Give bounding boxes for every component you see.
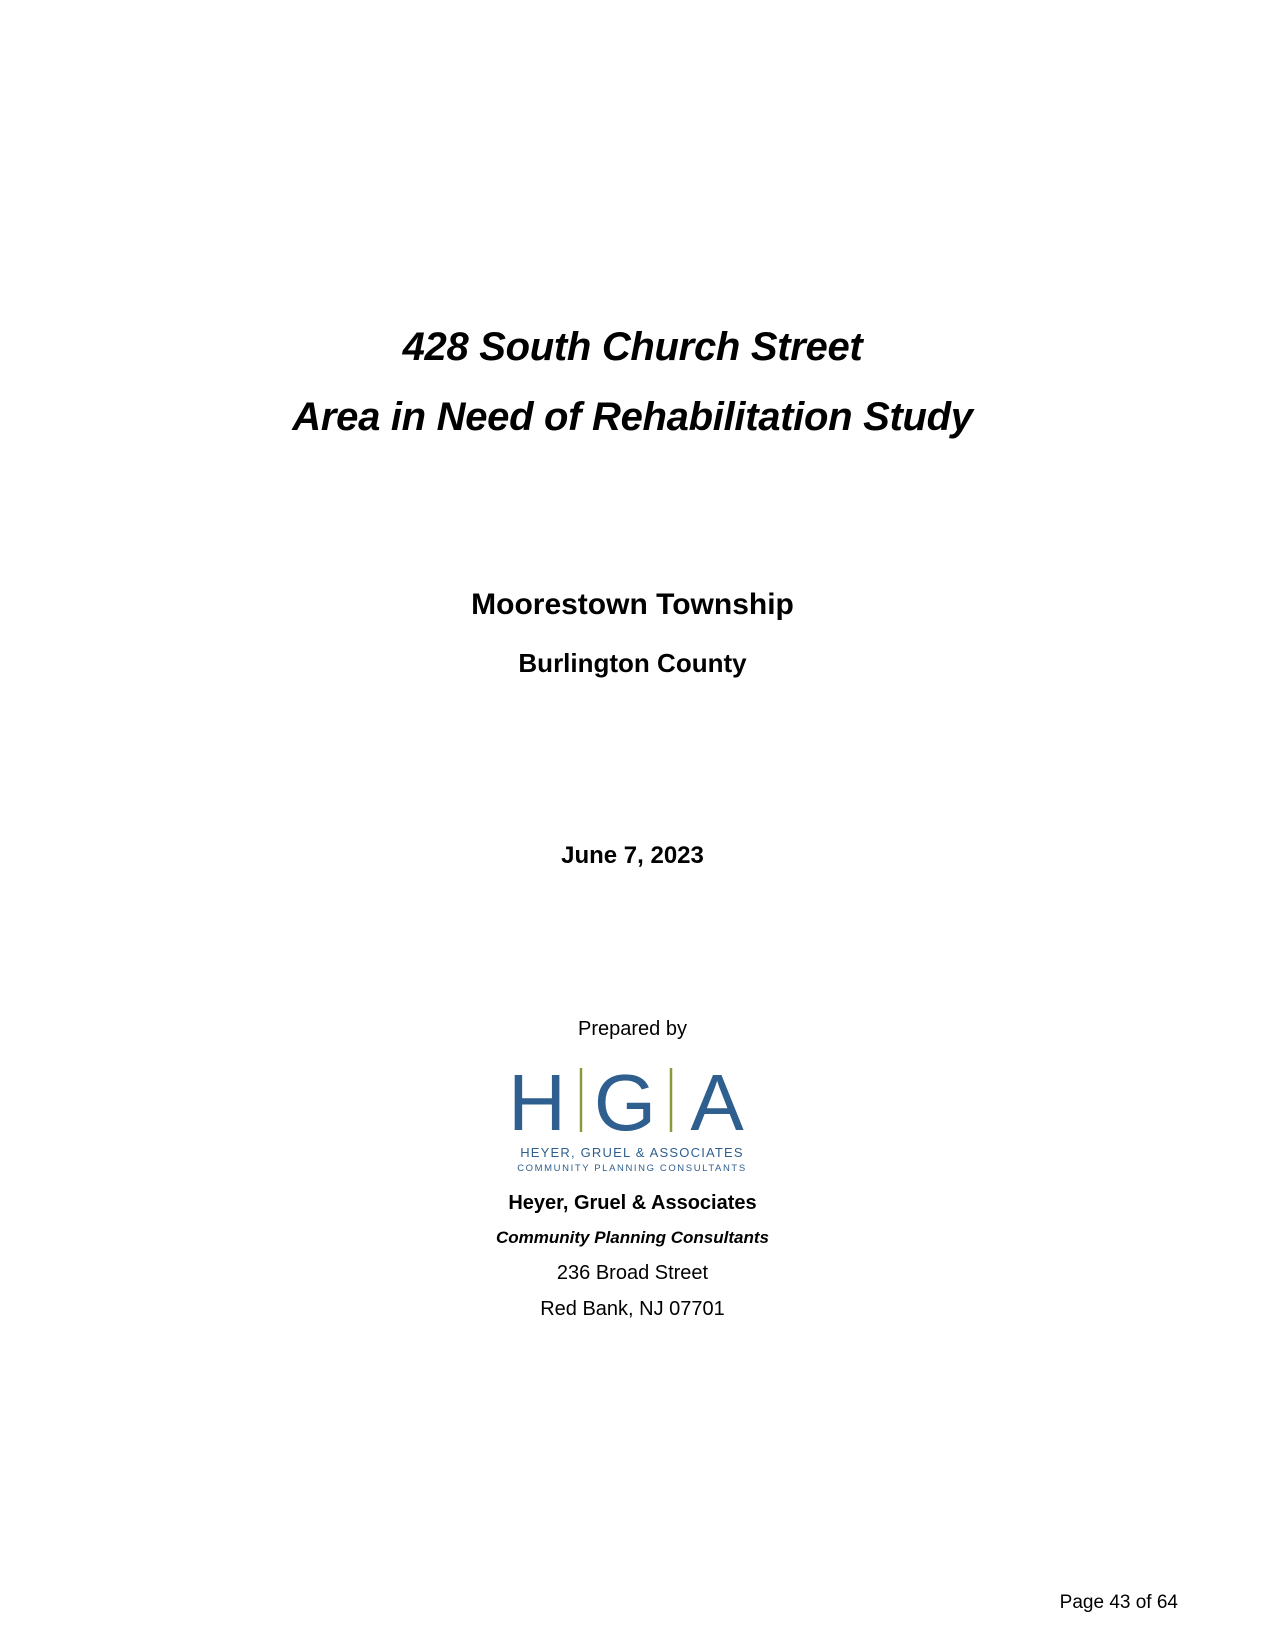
logo-letter-h: H (508, 1060, 566, 1147)
firm-name: Heyer, Gruel & Associates (508, 1192, 757, 1214)
prepared-by-label: Prepared by (578, 1018, 687, 1040)
document-date: June 7, 2023 (561, 842, 704, 869)
title-line-2: Area in Need of Rehabilitation Study (292, 395, 973, 439)
firm-tagline: Community Planning Consultants (496, 1228, 769, 1247)
firm-city-address: Red Bank, NJ 07701 (540, 1298, 725, 1320)
hga-logo (497, 1060, 767, 1180)
county-name: Burlington County (518, 648, 747, 678)
page-number: Page 43 of 64 (1059, 1592, 1178, 1613)
logo-letter-g: G (593, 1060, 657, 1147)
logo-letter-a: A (690, 1060, 744, 1147)
document-title (0, 312, 1265, 452)
firm-street-address: 236 Broad Street (556, 1262, 709, 1284)
township-name: Moorestown Township (471, 588, 794, 621)
title-line-1: 428 South Church Street (402, 325, 863, 369)
logo-caption-line-2: COMMUNITY PLANNING CONSULTANTS (517, 1163, 747, 1174)
logo-caption-line-1: HEYER, GRUEL & ASSOCIATES (520, 1145, 744, 1160)
